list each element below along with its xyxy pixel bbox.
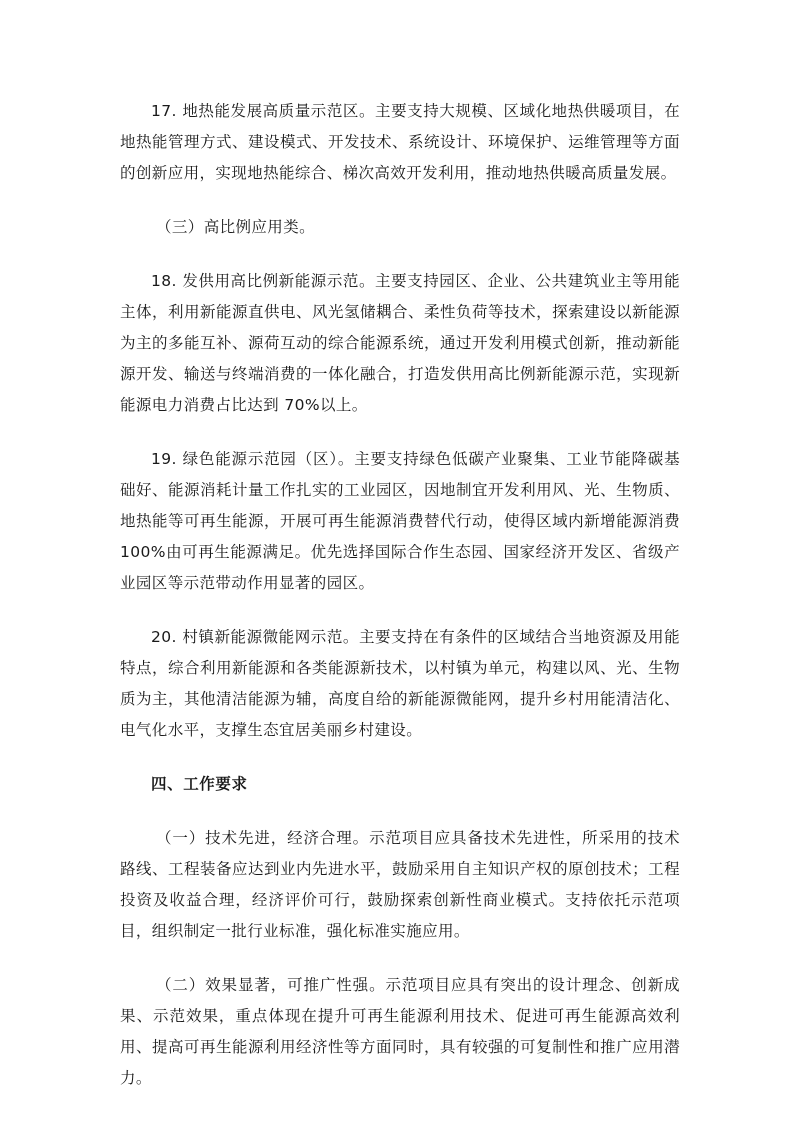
paragraph-17: 17. 地热能发展高质量示范区。主要支持大规模、区域化地热供暖项目，在地热能管理方式、建设模式、开发技术、系统设计、环境保护、运维管理等方面的创新应用，实现地热能综合、梯次高效开发利用，推动地热供暖高质量发展。 (120, 102, 680, 182)
section-3-heading: （三）高比例应用类。 (156, 218, 316, 236)
paragraph-19: 19. 绿色能源示范园（区）。主要支持绿色低碳产业聚集、工业节能降碳基础好、能源消耗计量工作扎实的工业园区，因地制宜开发利用风、光、生物质、地热能等可再生能源，开展可再生能源消费替代行动，使得区域内新增能源消费 100%由可再生能源满足。优先选择国际合作生态园、国家经济开发区、省级产业园区等示范带动作用显著的园区。 (120, 450, 680, 592)
paragraph-20: 20. 村镇新能源微能网示范。主要支持在有条件的区域结合当地资源及用能特点，综合利用新能源和各类能源新技术，以村镇为单元，构建以风、光、生物质为主，其他清洁能源为辅，高度自给的新能源微能网，提升乡村用能清洁化、电气化水平，支撑生态宜居美丽乡村建设。 (120, 628, 680, 739)
requirement-2: （二）效果显著，可推广性强。示范项目应具有突出的设计理念、创新成果、示范效果，重点体现在提升可再生能源利用技术、促进可再生能源高效利用、提高可再生能源利用经济性等方面同时，具有较强的可复制性和推广应用潜力。 (120, 976, 680, 1087)
section-4-heading: 四、工作要求 (151, 775, 248, 793)
paragraph-18: 18. 发供用高比例新能源示范。主要支持园区、企业、公共建筑业主等用能主体，利用新能源直供电、风光氢储耦合、柔性负荷等技术，探索建设以新能源为主的多能互补、源荷互动的综合能源系统，通过开发利用模式创新，推动新能源开发、输送与终端消费的一体化融合，打造发供用高比例新能源示范，实现新能源电力消费占比达到 70%以上。 (120, 272, 680, 414)
document-page (120, 96, 680, 1117)
requirement-1: （一）技术先进，经济合理。示范项目应具备技术先进性，所采用的技术路线、工程装备应达到业内先进水平，鼓励采用自主知识产权的原创技术；工程投资及收益合理，经济评价可行，鼓励探索创新性商业模式。支持依托示范项目，组织制定一批行业标准，强化标准实施应用。 (120, 829, 680, 940)
